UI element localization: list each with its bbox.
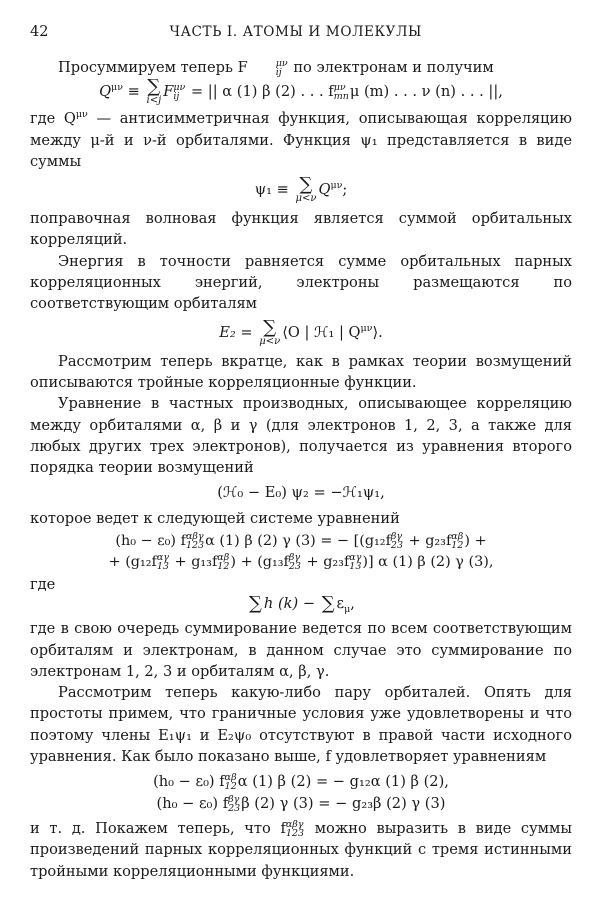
equation-f23: (h₀ − ε₀) f βγ 23 β (2) γ (3) = − g₂₃β (2) γ (3) bbox=[156, 793, 446, 814]
paragraph-2: где $Q^{\mu\nu}$ — антисимметричная функция, описывающая корреляцию между μ-й и ν-й орбиталями. Функция ψ₁ представляется в виде суммы bbox=[30, 109, 572, 170]
equation-sum-h: ∑ h (k) − ∑ $\varepsilon_\mu$, bbox=[249, 592, 355, 615]
equation-e2: E₂ = ∑ μ<ν ⟨O | ℋ₁ | $Q^{\mu\nu}⟩$. bbox=[219, 316, 383, 347]
equation-system-line-2: + (g₁₂f αγ 13 + g₁₃f αβ 12 ) + (g₁₃f βγ 23 + g₂₃f αγ 13 )] α (1) β (2) γ (3), bbox=[108, 552, 494, 573]
paragraph-7: которое ведет к следующей системе уравнений bbox=[30, 509, 400, 527]
paragraph-5: Рассмотрим теперь вкратце, как в рамках теории возмущений описываются тройные корреляционные функции. bbox=[30, 352, 572, 391]
paragraph-1: Просуммируем теперь F μν ij по электронам и получим bbox=[58, 58, 494, 78]
equation-f12: (h₀ − ε₀) f αβ 12 α (1) β (2) = − g₁₂α (1) β (2), bbox=[153, 772, 449, 793]
equation-psi1: ψ₁ ≡ ∑ μ<ν $Q^{\mu\nu}$; bbox=[254, 174, 348, 205]
equation-perturbation: (ℋ₀ − E₀) ψ₂ = −ℋ₁ψ₁, bbox=[217, 484, 385, 502]
equation-q-mu-nu: $Q^{\mu\nu}$ ≡ ∑ i<j F μν ij = || α (1) β (2) . . . f μν mn μ (m) . . . ν (n) . . . ||, bbox=[99, 76, 503, 107]
paragraph-4: Энергия в точности равняется сумме орбитальных парных корреляционных энергий, электроны размещаются по соответствующим орбиталям bbox=[30, 252, 572, 313]
equation-system-line-1: (h₀ − ε₀) f αβγ 123 α (1) β (2) γ (3) = − [(g₁₂f βγ 23 + g₂₃f αβ 12 ) + bbox=[115, 531, 487, 552]
running-title: ЧАСТЬ I. АТОМЫ И МОЛЕКУЛЫ bbox=[169, 24, 422, 40]
paragraph-3: поправочная волновая функция является суммой орбитальных корреляций. bbox=[30, 210, 572, 249]
page-header bbox=[30, 22, 572, 48]
page-number: 42 bbox=[30, 24, 49, 40]
paragraph-6: Уравнение в частных производных, описывающее корреляцию между орбиталями α, β и γ (для электронов 1, 2, 3, а также для любых других трех электронов), получается из уравнения второго порядка теории возмущений bbox=[30, 395, 572, 477]
paragraph-9: Рассмотрим теперь какую-либо пару орбиталей. Опять для простоты примем, что граничные условия уже удовлетворены и что поэтому члены E₁ψ₁ и E₂ψ₀ отсутствуют в правой части исходного уравнения. Как было показано выше, f удовлетворяет уравнениям bbox=[30, 684, 572, 766]
label-where: где bbox=[30, 575, 56, 593]
paragraph-8: где в свою очередь суммирование ведется по всем соответствующим орбиталям и электронам, в данном случае это суммирование по электронам 1, 2, 3 и орбиталям α, β, γ. bbox=[30, 620, 572, 680]
paragraph-10: и т. д. Покажем теперь, что f αβγ 123 можно выразить в виде суммы произведений парных корреляционных функций с тремя истинными тройными корреляционными функциями. bbox=[30, 818, 572, 880]
